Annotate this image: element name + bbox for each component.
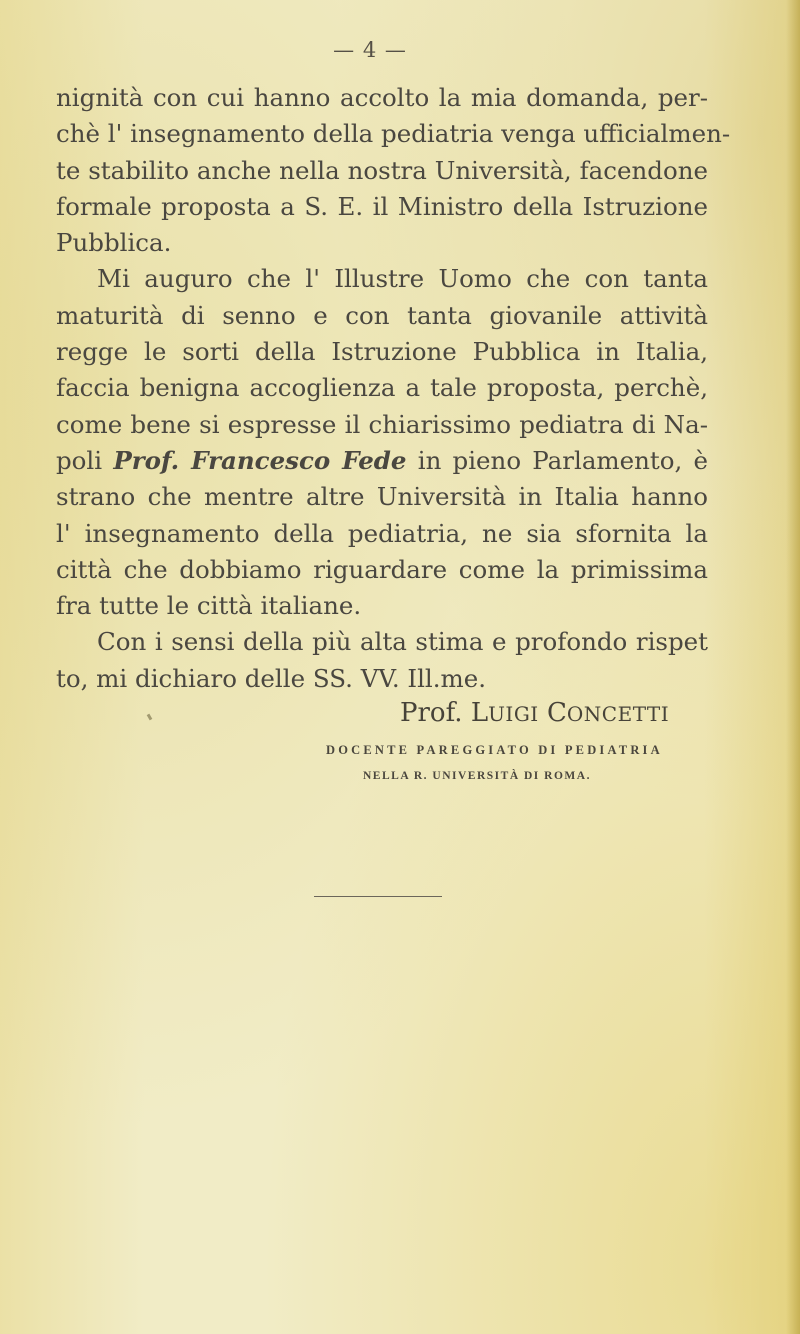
first-name-rest: UIGI (488, 702, 539, 726)
page-edge-shadow (786, 0, 800, 1334)
text-line: formale proposta a S. E. il Ministro della Istruzione (56, 191, 708, 221)
text-fragment: in pieno Parlamento, è (417, 445, 709, 475)
cited-name: Prof. Francesco Fede (113, 445, 407, 475)
divider-rule (314, 896, 442, 897)
signature-title: DOCENTE PAREGGIATO DI PEDIATRIA (326, 743, 663, 757)
letter-body (56, 80, 731, 697)
text-line: l' insegnamento della pediatria, ne sia sfornita la (56, 518, 708, 548)
text-line: maturità di senno e con tanta giovanile attività (56, 300, 708, 330)
text-line: come bene si espresse il chiarissimo pediatra di Na- (56, 409, 708, 439)
signature-affiliation: NELLA R. UNIVERSITÀ DI ROMA. (363, 770, 591, 782)
text-line: regge le sorti della Istruzione Pubblica in Italia, (56, 337, 708, 367)
first-initial: L (470, 698, 489, 728)
text-line: chè l' insegnamento della pediatria venga ufficialmen- (56, 119, 731, 149)
text-line: to, mi dichiaro delle SS. VV. Ill.me. (56, 663, 487, 693)
page-number: — 4 — (333, 38, 407, 62)
text-line: Mi auguro che l' Illustre Uomo che con tanta (97, 264, 708, 294)
signature-name (400, 698, 669, 728)
ink-speck (147, 714, 153, 721)
text-line: te stabilito anche nella nostra Università, facendone (56, 155, 708, 185)
text-fragment: poli (56, 445, 103, 475)
text-line: faccia benigna accoglienza a tale proposta, perchè, (56, 373, 708, 403)
text-line: nignità con cui hanno accolto la mia domanda, per- (56, 83, 708, 112)
last-name-rest: ONCETTI (566, 702, 670, 726)
text-line (56, 443, 708, 479)
text-line: fra tutte le città italiane. (56, 591, 362, 621)
text-line: Pubblica. (56, 228, 172, 258)
text-line: Con i sensi della più alta stima e profondo rispet (97, 627, 708, 657)
text-line: città che dobbiamo riguardare come la primissima (56, 554, 708, 584)
text-line: strano che mentre altre Università in Italia hanno (56, 482, 708, 512)
last-initial: C (546, 698, 567, 728)
signature-prefix: Prof. (400, 698, 463, 728)
